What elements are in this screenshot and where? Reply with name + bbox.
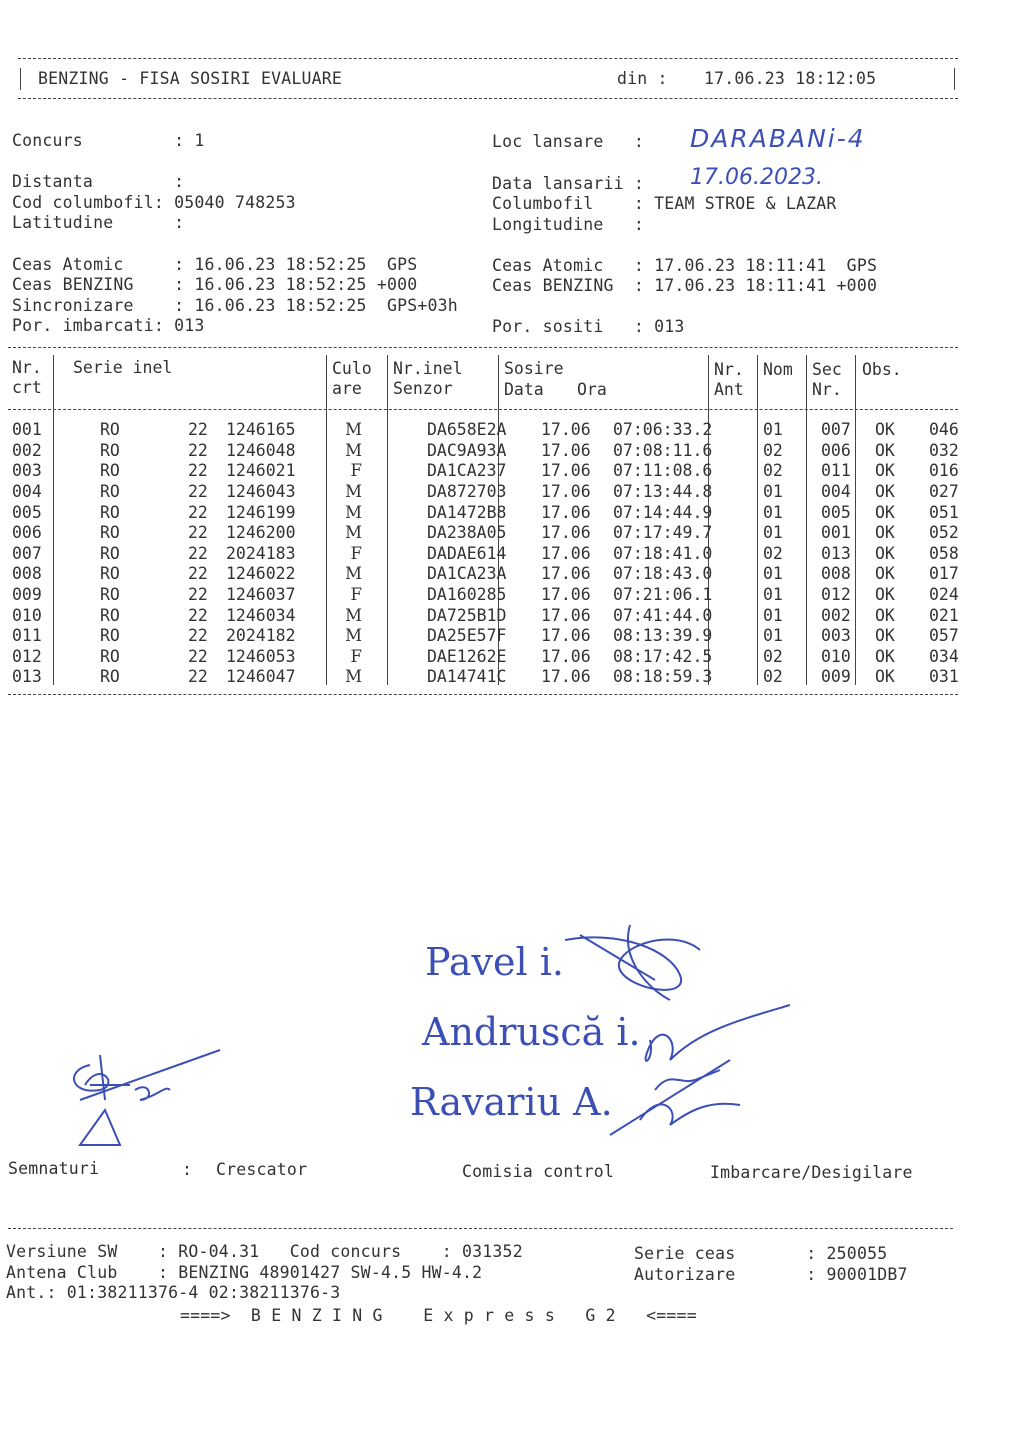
cell-sex: F [350, 543, 362, 563]
cell-inel: 1246199 [226, 502, 296, 522]
cell-an: 22 [188, 667, 208, 687]
cell-crt: 005 [12, 502, 42, 522]
table-row [8, 626, 989, 647]
cell-obs: 058 [929, 543, 959, 563]
cell-sec: OK [875, 626, 895, 646]
latitudine-line: Latitudine : [12, 213, 185, 232]
cell-ora: 08:18:59.3 [613, 667, 713, 687]
cell-crt: 011 [12, 626, 42, 646]
col-senzor: Senzor [393, 379, 453, 398]
sep-header-bottom-left [53, 390, 54, 400]
cell-sec: OK [875, 585, 895, 605]
cell-ant: 01 [763, 502, 783, 522]
cell-spacer [362, 626, 425, 647]
cell-nom: 010 [821, 646, 851, 666]
cell-ora: 07:06:33.2 [613, 420, 713, 440]
cell-senzor: DA872703 [427, 482, 507, 502]
cell-inel: 1246034 [226, 605, 296, 625]
cell-data: 17.06 [541, 440, 591, 460]
cell-tara: RO [100, 543, 120, 563]
cell-senzor: DA25E57F [427, 626, 507, 646]
cell-ant: 02 [763, 667, 783, 687]
cell-obs: 046 [929, 420, 959, 440]
cell-sex: M [345, 502, 362, 522]
label-imbarcare: Imbarcare/Desigilare [710, 1163, 913, 1182]
table-row [8, 461, 989, 482]
cell-ora: 07:18:41.0 [613, 543, 713, 563]
cell-ant: 01 [763, 564, 783, 584]
cell-spacer [362, 482, 425, 503]
col-nom: Nom [763, 360, 793, 379]
header-top-rule [18, 58, 958, 59]
cell-obs: 031 [929, 667, 959, 687]
cell-nom: 002 [821, 605, 851, 625]
cell-sex: M [345, 523, 362, 543]
footer-line3: Ant.: 01:38211376-4 02:38211376-3 [6, 1283, 341, 1302]
signature-scribble-commission [560, 920, 820, 1180]
cell-nom: 004 [821, 482, 851, 502]
cell-obs: 032 [929, 440, 959, 460]
loc-lansare-label: Loc lansare : [492, 132, 645, 151]
cell-an: 22 [188, 626, 208, 646]
table-row [8, 544, 989, 565]
cell-spacer [362, 585, 425, 606]
cell-inel: 1246022 [226, 564, 296, 584]
cell-senzor: DA725B1D [427, 605, 507, 625]
cell-tara: RO [100, 646, 120, 666]
cell-ant: 01 [763, 420, 783, 440]
cell-sec: OK [875, 543, 895, 563]
col-culo: Culo [332, 359, 372, 378]
table-row [8, 482, 989, 503]
cell-ora: 08:17:42.5 [613, 646, 713, 666]
cell-nom: 005 [821, 502, 851, 522]
cell-obs: 057 [929, 626, 959, 646]
cell-spacer [362, 461, 425, 482]
cell-an: 22 [188, 564, 208, 584]
footer-line1-right: Serie ceas : 250055 [634, 1244, 888, 1263]
cell-senzor: DA1472B8 [427, 502, 507, 522]
table-row [8, 564, 989, 585]
col-sec: Sec [812, 360, 842, 379]
cell-sex: M [345, 667, 362, 687]
ceas-atomic-right: Ceas Atomic : 17.06.23 18:11:41 GPS [492, 256, 878, 275]
footer-line1-left: Versiune SW : RO-04.31 Cod concurs : 031352 [6, 1242, 523, 1261]
cell-sex: M [345, 440, 362, 460]
cell-nom: 008 [821, 564, 851, 584]
col-data: Data [504, 380, 544, 399]
por-sositi-line: Por. sositi : 013 [492, 317, 685, 336]
cell-obs: 027 [929, 482, 959, 502]
cell-inel: 1246200 [226, 523, 296, 543]
cell-spacer [362, 647, 425, 668]
cell-ora: 07:21:06.1 [613, 585, 713, 605]
cell-sec: OK [875, 564, 895, 584]
cell-obs: 017 [929, 564, 959, 584]
sincronizare-line: Sincronizare : 16.06.23 18:52:25 GPS+03h [12, 296, 458, 315]
cell-ant: 02 [763, 543, 783, 563]
col-are: are [332, 379, 362, 398]
cell-an: 22 [188, 420, 208, 440]
cell-senzor: DA160285 [427, 585, 507, 605]
cell-an: 22 [188, 543, 208, 563]
cell-sex: F [350, 461, 362, 481]
table-row [8, 523, 989, 544]
cell-an: 22 [188, 605, 208, 625]
header-din-label: din : [617, 69, 668, 88]
columbofil-line: Columbofil : TEAM STROE & LAZAR [492, 194, 837, 213]
ceas-atomic-left: Ceas Atomic : 16.06.23 18:52:25 GPS [12, 255, 418, 274]
cell-nom: 009 [821, 667, 851, 687]
table-bottom-rule [8, 694, 958, 695]
cell-nom: 006 [821, 440, 851, 460]
longitudine-line: Longitudine : [492, 215, 645, 234]
cell-senzor: DA238A05 [427, 523, 507, 543]
cell-sec: OK [875, 502, 895, 522]
cell-sec: OK [875, 482, 895, 502]
cell-ant: 01 [763, 523, 783, 543]
cell-nom: 003 [821, 626, 851, 646]
cell-crt: 008 [12, 564, 42, 584]
cell-an: 22 [188, 502, 208, 522]
cell-tara: RO [100, 585, 120, 605]
cell-spacer [362, 605, 425, 626]
cell-data: 17.06 [541, 667, 591, 687]
cell-crt: 002 [12, 440, 42, 460]
cell-data: 17.06 [541, 626, 591, 646]
cell-sec: OK [875, 523, 895, 543]
cell-inel: 1246165 [226, 420, 296, 440]
distanta-line: Distanta : [12, 172, 185, 191]
cell-data: 17.06 [541, 482, 591, 502]
cell-inel: 1246053 [226, 646, 296, 666]
header-bottom-rule [18, 98, 958, 99]
cell-tara: RO [100, 564, 120, 584]
table-row [8, 667, 989, 688]
table-row [8, 605, 989, 626]
footer-line4: ====> B E N Z I N G E x p r e s s G 2 <==== [180, 1306, 697, 1325]
table-row [8, 585, 989, 606]
footer-rule [8, 1228, 953, 1229]
cell-crt: 006 [12, 523, 42, 543]
cell-ora: 07:11:08.6 [613, 461, 713, 481]
cell-spacer [362, 420, 425, 441]
cell-crt: 009 [12, 585, 42, 605]
col-ant: Ant [714, 380, 744, 399]
cell-tara: RO [100, 420, 120, 440]
cell-sex: M [345, 420, 362, 440]
cell-tara: RO [100, 461, 120, 481]
col-sec-nr: Nr. [812, 380, 842, 399]
col-ora: Ora [577, 380, 607, 399]
cell-ora: 07:17:49.7 [613, 523, 713, 543]
cell-an: 22 [188, 523, 208, 543]
cell-senzor: DA14741C [427, 667, 507, 687]
col-serie-inel: Serie inel [73, 358, 173, 377]
cell-data: 17.06 [541, 502, 591, 522]
col-crt: crt [12, 378, 42, 397]
cell-spacer [362, 502, 425, 523]
cell-inel: 2024182 [226, 626, 296, 646]
header-din-value: 17.06.23 18:12:05 [704, 69, 877, 88]
cell-senzor: DA1CA23A [427, 564, 507, 584]
table-row [8, 420, 989, 441]
cell-crt: 013 [12, 667, 42, 687]
cell-senzor: DAE1262E [427, 646, 507, 666]
col-obs: Obs. [862, 360, 902, 379]
cell-tara: RO [100, 482, 120, 502]
cell-ant: 01 [763, 585, 783, 605]
cell-ant: 01 [763, 626, 783, 646]
cell-ora: 07:41:44.0 [613, 605, 713, 625]
cell-data: 17.06 [541, 564, 591, 584]
cell-spacer [362, 441, 425, 462]
cell-sex: F [350, 585, 362, 605]
cell-tara: RO [100, 605, 120, 625]
cell-an: 22 [188, 440, 208, 460]
cell-sec: OK [875, 420, 895, 440]
cell-data: 17.06 [541, 585, 591, 605]
cell-sex: M [345, 605, 362, 625]
cell-inel: 1246021 [226, 461, 296, 481]
table-row [8, 502, 989, 523]
label-crescator: Crescator [216, 1160, 308, 1179]
col-nr: Nr. [12, 358, 42, 377]
cell-an: 22 [188, 461, 208, 481]
footer-line2-right: Autorizare : 90001DB7 [634, 1265, 908, 1284]
cell-obs: 024 [929, 585, 959, 605]
data-lansarii-label: Data lansarii : [492, 174, 645, 193]
cell-crt: 003 [12, 461, 42, 481]
cell-tara: RO [100, 523, 120, 543]
cell-sec: OK [875, 461, 895, 481]
cell-obs: 052 [929, 523, 959, 543]
table-top-rule [8, 347, 958, 348]
cell-nom: 013 [821, 543, 851, 563]
cell-tara: RO [100, 502, 120, 522]
cell-an: 22 [188, 646, 208, 666]
cod-columbofil-line: Cod columbofil: 05040 748253 [12, 193, 296, 212]
cell-ant: 01 [763, 605, 783, 625]
label-comisia: Comisia control [462, 1162, 615, 1181]
data-lansarii-handwritten: 17.06.2023. [690, 165, 823, 190]
cell-obs: 021 [929, 605, 959, 625]
cell-tara: RO [100, 667, 120, 687]
loc-lansare-handwritten: DARABANi-4 [690, 124, 866, 153]
cell-obs: 051 [929, 502, 959, 522]
por-imbarcati-line: Por. imbarcati: 013 [12, 316, 205, 335]
cell-crt: 001 [12, 420, 42, 440]
ceas-benzing-right: Ceas BENZING : 17.06.23 18:11:41 +000 [492, 276, 878, 295]
table-header-rule [8, 409, 958, 410]
cell-spacer [362, 564, 425, 585]
cell-senzor: DA1CA237 [427, 461, 507, 481]
cell-sec: OK [875, 605, 895, 625]
cell-nom: 011 [821, 461, 851, 481]
cell-ora: 07:08:11.6 [613, 440, 713, 460]
ceas-benzing-left: Ceas BENZING : 16.06.23 18:52:25 +000 [12, 275, 418, 294]
cell-nom: 001 [821, 523, 851, 543]
cell-data: 17.06 [541, 420, 591, 440]
cell-ora: 07:13:44.8 [613, 482, 713, 502]
arrivals-table [8, 420, 989, 688]
cell-data: 17.06 [541, 543, 591, 563]
signature-name-pavel: Pavel i. [425, 940, 564, 984]
cell-data: 17.06 [541, 523, 591, 543]
table-row [8, 647, 989, 668]
cell-senzor: DA658E2A [427, 420, 507, 440]
cell-inel: 1246037 [226, 585, 296, 605]
signature-name-ravariu: Ravariu A. [410, 1080, 613, 1124]
cell-nom: 012 [821, 585, 851, 605]
header-right-bar [954, 68, 955, 90]
cell-crt: 007 [12, 543, 42, 563]
cell-tara: RO [100, 440, 120, 460]
cell-inel: 1246047 [226, 667, 296, 687]
cell-ant: 02 [763, 440, 783, 460]
cell-nom: 007 [821, 420, 851, 440]
cell-spacer [362, 667, 425, 688]
header-left-bar [20, 68, 21, 90]
concurs-line: Concurs : 1 [12, 131, 205, 150]
cell-ora: 08:13:39.9 [613, 626, 713, 646]
cell-sex: M [345, 482, 362, 502]
cell-senzor: DAC9A93A [427, 440, 507, 460]
cell-sex: M [345, 564, 362, 584]
cell-ant: 02 [763, 461, 783, 481]
col-nr-inel: Nr.inel [393, 359, 463, 378]
cell-sec: OK [875, 440, 895, 460]
cell-data: 17.06 [541, 646, 591, 666]
cell-ora: 07:14:44.9 [613, 502, 713, 522]
page-title: BENZING - FISA SOSIRI EVALUARE [38, 69, 343, 88]
cell-sex: M [345, 626, 362, 646]
col-sosire: Sosire [504, 359, 564, 378]
col-nr-ant: Nr. [714, 360, 744, 379]
label-semnaturi: Semnaturi [8, 1159, 100, 1178]
signature-name-andrusca: Andruscă i. [422, 1010, 641, 1054]
cell-crt: 010 [12, 605, 42, 625]
cell-ant: 01 [763, 482, 783, 502]
table-row [8, 441, 989, 462]
footer-line2-left: Antena Club : BENZING 48901427 SW-4.5 HW-4.2 [6, 1263, 483, 1282]
cell-senzor: DADAE614 [427, 543, 507, 563]
cell-ant: 02 [763, 646, 783, 666]
cell-ora: 07:18:43.0 [613, 564, 713, 584]
cell-inel: 1246043 [226, 482, 296, 502]
cell-an: 22 [188, 482, 208, 502]
cell-inel: 1246048 [226, 440, 296, 460]
label-colon: : [182, 1160, 193, 1179]
cell-sec: OK [875, 646, 895, 666]
cell-tara: RO [100, 626, 120, 646]
cell-obs: 034 [929, 646, 959, 666]
cell-data: 17.06 [541, 461, 591, 481]
signature-scribble-crescator [60, 1040, 240, 1150]
cell-obs: 016 [929, 461, 959, 481]
cell-crt: 004 [12, 482, 42, 502]
cell-inel: 2024183 [226, 543, 296, 563]
cell-spacer [362, 523, 425, 544]
cell-data: 17.06 [541, 605, 591, 625]
cell-spacer [362, 544, 425, 565]
cell-crt: 012 [12, 646, 42, 666]
cell-sex: F [350, 646, 362, 666]
cell-sec: OK [875, 667, 895, 687]
cell-an: 22 [188, 585, 208, 605]
